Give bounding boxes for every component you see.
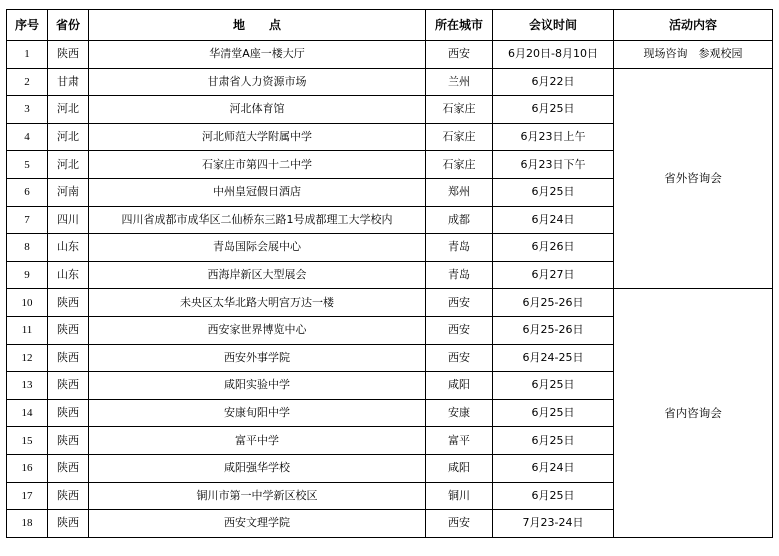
row-time: 6月24日 xyxy=(493,454,614,482)
header-index: 序号 xyxy=(7,10,48,41)
row-province: 陕西 xyxy=(48,482,89,510)
header-location: 地 点 xyxy=(89,10,426,41)
row-time: 6月20日-8月10日 xyxy=(493,41,614,69)
row-time: 6月25日 xyxy=(493,372,614,400)
row-location: 河北体育馆 xyxy=(89,96,426,124)
row-province: 陕西 xyxy=(48,427,89,455)
row-province: 陕西 xyxy=(48,372,89,400)
row-index: 1 xyxy=(7,41,48,69)
row-location: 西海岸新区大型展会 xyxy=(89,261,426,289)
header-province: 省份 xyxy=(48,10,89,41)
row-content: 现场咨询 参观校园 xyxy=(614,41,773,69)
row-province: 甘肃 xyxy=(48,68,89,96)
row-city: 成都 xyxy=(426,206,493,234)
row-city: 西安 xyxy=(426,41,493,69)
row-location: 咸阳强华学校 xyxy=(89,454,426,482)
row-time: 6月25日 xyxy=(493,96,614,124)
row-city: 安康 xyxy=(426,399,493,427)
row-index: 4 xyxy=(7,123,48,151)
row-province: 陕西 xyxy=(48,289,89,317)
row-province: 山东 xyxy=(48,261,89,289)
row-province: 陕西 xyxy=(48,41,89,69)
row-city: 石家庄 xyxy=(426,96,493,124)
row-location: 富平中学 xyxy=(89,427,426,455)
row-city: 富平 xyxy=(426,427,493,455)
row-index: 12 xyxy=(7,344,48,372)
row-location: 石家庄市第四十二中学 xyxy=(89,151,426,179)
row-city: 西安 xyxy=(426,316,493,344)
row-time: 6月25日 xyxy=(493,427,614,455)
row-index: 2 xyxy=(7,68,48,96)
header-row xyxy=(7,10,773,41)
row-province: 山东 xyxy=(48,234,89,262)
row-index: 5 xyxy=(7,151,48,179)
row-time: 6月25日 xyxy=(493,178,614,206)
row-province: 四川 xyxy=(48,206,89,234)
row-city: 石家庄 xyxy=(426,151,493,179)
row-time: 6月24日 xyxy=(493,206,614,234)
row-city: 西安 xyxy=(426,289,493,317)
row-time: 6月25日 xyxy=(493,399,614,427)
header-content: 活动内容 xyxy=(614,10,773,41)
row-location: 中州皇冠假日酒店 xyxy=(89,178,426,206)
consultation-schedule-table xyxy=(6,9,773,538)
row-city: 青岛 xyxy=(426,234,493,262)
row-province: 河北 xyxy=(48,123,89,151)
row-location: 未央区太华北路大明宫万达一楼 xyxy=(89,289,426,317)
row-index: 18 xyxy=(7,510,48,538)
row-index: 10 xyxy=(7,289,48,317)
row-time: 6月25日 xyxy=(493,482,614,510)
row-province: 陕西 xyxy=(48,344,89,372)
row-province: 陕西 xyxy=(48,399,89,427)
row-index: 16 xyxy=(7,454,48,482)
row-index: 14 xyxy=(7,399,48,427)
table-row xyxy=(7,289,773,317)
row-province: 河南 xyxy=(48,178,89,206)
row-province: 陕西 xyxy=(48,510,89,538)
row-index: 3 xyxy=(7,96,48,124)
row-location: 四川省成都市成华区二仙桥东三路1号成都理工大学校内 xyxy=(89,206,426,234)
row-index: 7 xyxy=(7,206,48,234)
row-location: 西安文理学院 xyxy=(89,510,426,538)
row-index: 11 xyxy=(7,316,48,344)
row-index: 9 xyxy=(7,261,48,289)
row-time: 6月24-25日 xyxy=(493,344,614,372)
row-location: 西安家世界博览中心 xyxy=(89,316,426,344)
table-row xyxy=(7,68,773,96)
row-province: 河北 xyxy=(48,96,89,124)
row-location: 西安外事学院 xyxy=(89,344,426,372)
row-time: 6月26日 xyxy=(493,234,614,262)
row-province: 河北 xyxy=(48,151,89,179)
row-city: 咸阳 xyxy=(426,372,493,400)
row-city: 青岛 xyxy=(426,261,493,289)
row-index: 13 xyxy=(7,372,48,400)
table-body xyxy=(7,41,773,538)
row-location: 咸阳实验中学 xyxy=(89,372,426,400)
row-city: 郑州 xyxy=(426,178,493,206)
row-location: 铜川市第一中学新区校区 xyxy=(89,482,426,510)
row-city: 西安 xyxy=(426,510,493,538)
row-time: 7月23-24日 xyxy=(493,510,614,538)
row-province: 陕西 xyxy=(48,316,89,344)
row-location: 华清堂A座一楼大厅 xyxy=(89,41,426,69)
row-index: 6 xyxy=(7,178,48,206)
row-index: 17 xyxy=(7,482,48,510)
row-index: 15 xyxy=(7,427,48,455)
table-row xyxy=(7,41,773,69)
row-city: 兰州 xyxy=(426,68,493,96)
row-city: 西安 xyxy=(426,344,493,372)
header-city: 所在城市 xyxy=(426,10,493,41)
row-location: 青岛国际会展中心 xyxy=(89,234,426,262)
header-time: 会议时间 xyxy=(493,10,614,41)
row-index: 8 xyxy=(7,234,48,262)
row-time: 6月23日下午 xyxy=(493,151,614,179)
row-city: 铜川 xyxy=(426,482,493,510)
row-time: 6月27日 xyxy=(493,261,614,289)
row-city: 石家庄 xyxy=(426,123,493,151)
row-time: 6月25-26日 xyxy=(493,316,614,344)
row-time: 6月22日 xyxy=(493,68,614,96)
row-city: 咸阳 xyxy=(426,454,493,482)
row-time: 6月25-26日 xyxy=(493,289,614,317)
row-province: 陕西 xyxy=(48,454,89,482)
content-group-outside: 省外咨询会 xyxy=(614,68,773,289)
row-time: 6月23日上午 xyxy=(493,123,614,151)
row-location: 安康旬阳中学 xyxy=(89,399,426,427)
row-location: 河北师范大学附属中学 xyxy=(89,123,426,151)
row-location: 甘肃省人力资源市场 xyxy=(89,68,426,96)
content-group-inside: 省内咨询会 xyxy=(614,289,773,537)
